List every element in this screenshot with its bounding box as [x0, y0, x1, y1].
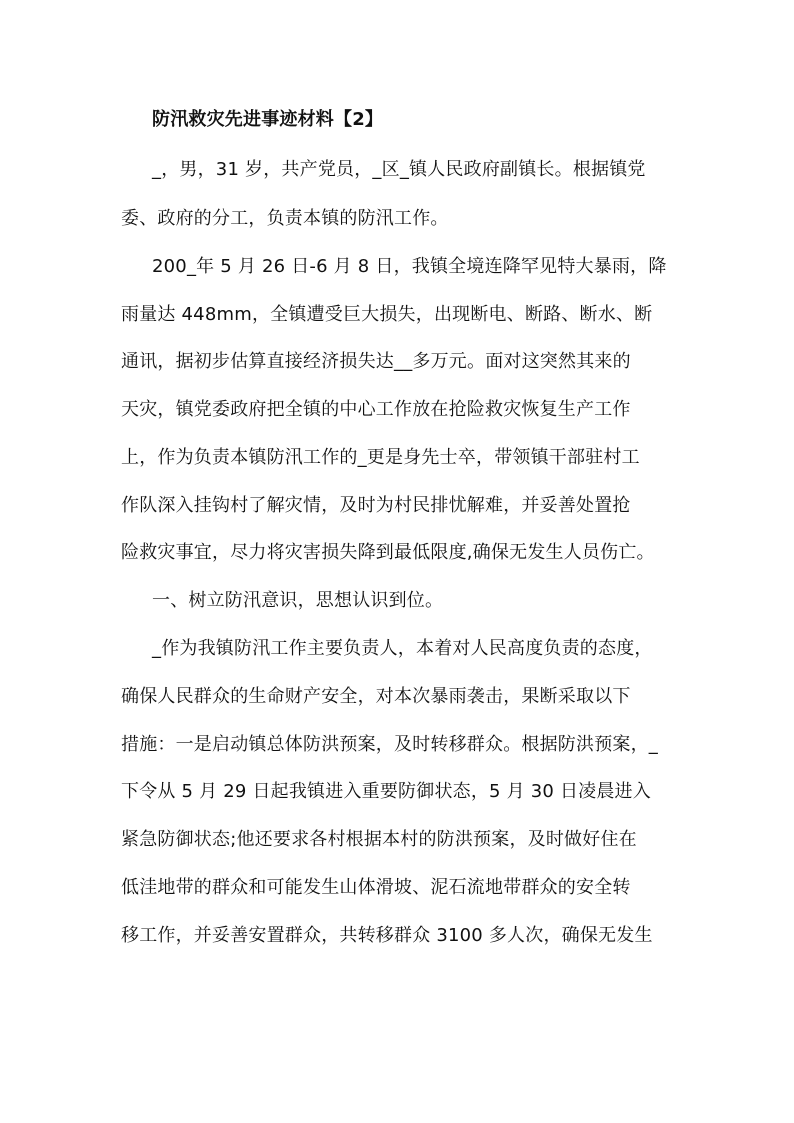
paragraph-line-11: 确保人民群众的生命财产安全，对本次暴雨袭击，果断采取以下 — [121, 686, 631, 707]
paragraph-line-4: 雨量达 448mm，全镇遭受巨大损失，出现断电、断路、断水、断 — [121, 304, 653, 325]
paragraph-line-8: 作队深入挂钩村了解灾情，及时为村民排忧解难，并妥善处置抢 — [121, 495, 631, 516]
paragraph-line-6: 天灾，镇党委政府把全镇的中心工作放在抢险救灾恢复生产工作 — [121, 399, 631, 420]
section-heading-1: 一、树立防汛意识，思想认识到位。 — [152, 590, 444, 611]
paragraph-line-2: 委、政府的分工，负责本镇的防汛工作。 — [121, 208, 449, 229]
paragraph-line-5: 通讯，据初步估算直接经济损失达__多万元。面对这突然其来的 — [121, 351, 631, 372]
paragraph-line-15: 低洼地带的群众和可能发生山体滑坡、泥石流地带群众的安全转 — [121, 877, 631, 898]
paragraph-line-14: 紧急防御状态;他还要求各村根据本村的防洪预案，及时做好住在 — [121, 829, 637, 850]
paragraph-line-9: 险救灾事宜，尽力将灾害损失降到最低限度,确保无发生人员伤亡。 — [121, 542, 655, 563]
paragraph-line-10: _作为我镇防汛工作主要负责人，本着对人民高度负责的态度， — [152, 638, 653, 659]
document-title: 防汛救灾先进事迹材料【2】 — [152, 109, 384, 130]
paragraph-line-7: 上，作为负责本镇防汛工作的_更是身先士卒，带领镇干部驻村工 — [121, 447, 640, 468]
paragraph-line-13: 下令从 5 月 29 日起我镇进入重要防御状态，5 月 30 日凌晨进入 — [121, 781, 651, 802]
paragraph-line-3: 200_年 5 月 26 日-6 月 8 日，我镇全境连降罕见特大暴雨，降 — [152, 256, 667, 277]
paragraph-line-1: _，男，31 岁，共产党员，_区_镇人民政府副镇长。根据镇党 — [152, 159, 646, 180]
paragraph-line-12: 措施：一是启动镇总体防洪预案，及时转移群众。根据防洪预案，_ — [121, 734, 658, 755]
paragraph-line-16: 移工作，并妥善安置群众，共转移群众 3100 多人次，确保无发生 — [121, 925, 653, 946]
